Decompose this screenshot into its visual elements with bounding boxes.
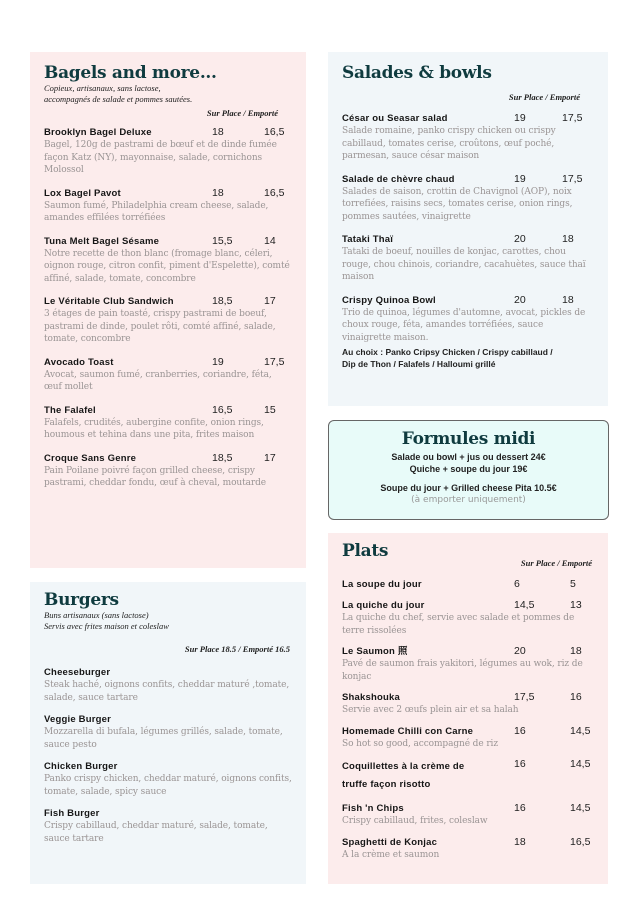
price-emporte: 17,5 — [264, 355, 285, 368]
item-name: César ou Seasar salad — [342, 113, 448, 124]
price-sur-place: 15,5 — [212, 234, 233, 247]
item-name: Veggie Burger — [44, 714, 112, 725]
price-sur-place: 19 — [212, 355, 224, 368]
item-description: La quiche du chef, servie avec salade et pommes de terre rissolées — [342, 613, 575, 636]
price-sur-place: 16,5 — [212, 403, 233, 416]
menu-item — [44, 713, 292, 751]
menu-item — [342, 233, 594, 284]
menu-item — [342, 645, 594, 683]
item-description: Salade romaine, panko crispy chicken ou crispy cabillaud, tomates cerise, croûtons, œuf poché, parmesan, sauce césar maison — [342, 126, 556, 161]
price-emporte: 16,5 — [264, 126, 285, 138]
price-sur-place: 18,5 — [212, 451, 233, 464]
item-name: Lox Bagel Pavot — [44, 187, 121, 199]
item-name: Le Véritable Club Sandwich — [44, 296, 174, 307]
item-description: Crispy cabillaud, frites, coleslaw — [342, 816, 488, 826]
price-emporte: 5 — [570, 578, 576, 590]
burgers-section — [30, 582, 306, 884]
menu-item — [342, 758, 594, 794]
item-description: Steak haché, oignons confits, cheddar maturé ,tomate, salade, sauce tartare — [44, 680, 290, 703]
price-sur-place: 18 — [212, 126, 224, 138]
price-emporte: 18 — [562, 233, 574, 245]
price-emporte: 14,5 — [570, 758, 591, 770]
formule-note: (à emporter uniquement) — [411, 494, 526, 505]
price-sur-place: 20 — [514, 293, 526, 306]
menu-item — [44, 807, 292, 845]
menu-item — [342, 599, 594, 637]
section-title: Bagels and more... — [44, 63, 217, 83]
item-name: The Falafel — [44, 404, 96, 416]
item-description: Panko crispy chicken, cheddar maturé, oignons confits, tomate, salade, spicy sauce — [44, 774, 292, 797]
price-emporte: 14,5 — [570, 802, 591, 814]
price-sur-place: 17,5 — [514, 691, 535, 703]
price-column-header: Sur Place / Emporté — [206, 108, 278, 118]
section-title: Formules midi — [401, 429, 536, 449]
section-subtitle: Buns artisanaux (sans lactose) — [44, 610, 149, 620]
item-name: Spaghetti de Konjac — [342, 836, 438, 848]
item-description: Bagel, 120g de pastrami de bœuf et de dinde fumée façon Katz (NY), mayonnaise, salade, cornichons Molossol — [44, 140, 277, 175]
menu-item — [342, 112, 594, 163]
menu-item — [44, 404, 292, 442]
section-subtitle: accompagnés de salade et pommes sautées. — [44, 93, 193, 104]
price-emporte: 16,5 — [570, 835, 591, 848]
price-sur-place: 18 — [514, 835, 526, 848]
item-name: Avocado Toast — [44, 356, 114, 368]
item-name: Shakshouka — [342, 692, 400, 703]
item-description: Pavé de saumon frais yakitori, légumes au wok, riz de konjac — [342, 659, 583, 682]
salades-section — [328, 52, 608, 406]
item-description: Pain Poilane poivré façon grilled cheese, crispy pastrami, cheddar fondu, œuf à cheval, moutarde — [44, 465, 266, 488]
price-emporte: 17,5 — [562, 172, 583, 185]
item-description: Saumon fumé, Philadelphia cream cheese, salade, amandes effilées torréfiées — [44, 200, 269, 223]
price-emporte: 16,5 — [264, 186, 285, 199]
section-subtitle: Servis avec frites maison et coleslaw — [44, 620, 169, 631]
item-name: Fish Burger — [44, 808, 100, 819]
item-name: Croque Sans Genre — [44, 452, 137, 464]
price-emporte: 18 — [570, 645, 582, 657]
menu-item — [44, 452, 292, 490]
item-name: La quiche du jour — [342, 600, 425, 611]
menu-item — [44, 187, 292, 225]
price-emporte: 17 — [264, 295, 276, 307]
price-column-header: Sur Place 18.5 / Emporté 16.5 — [184, 644, 290, 654]
item-name: Tataki Thaï — [342, 234, 394, 245]
choice-note: Dip de Thon / Falafels / Halloumi grillé — [342, 359, 496, 369]
item-description: Avocat, saumon fumé, cranberries, coriandre, féta, œuf mollet — [44, 369, 272, 392]
item-name: Crispy Quinoa Bowl — [342, 294, 436, 306]
menu-item — [342, 836, 594, 862]
menu-item — [44, 666, 292, 704]
price-emporte: 18 — [562, 293, 574, 306]
item-description: A la crème et saumon — [342, 849, 440, 860]
menu-item — [44, 126, 292, 177]
menu-item — [44, 295, 292, 346]
menu-item — [342, 691, 594, 717]
menu-item — [342, 294, 594, 345]
price-emporte: 13 — [570, 599, 582, 611]
item-name: Fish 'n Chips — [342, 803, 404, 814]
item-description: 3 étages de pain toasté, crispy pastrami de boeuf, pastrami de dinde, poulet rôti, comté affiné, salade, tomate, concombre — [44, 309, 276, 344]
item-name: Cheeseburger — [44, 667, 111, 678]
item-name: Tuna Melt Bagel Sésame — [44, 235, 160, 247]
price-sur-place: 16 — [514, 802, 526, 814]
item-description: So hot so good, accompagné de riz — [342, 738, 498, 749]
item-description: Trio de quinoa, légumes d'automne, avocat, pickles de choux rouge, féta, amandes torréfiées, sauce vinaigrette maison. — [342, 307, 586, 343]
price-sur-place: 18,5 — [212, 295, 233, 307]
price-emporte: 16 — [570, 691, 582, 703]
menu-item — [44, 356, 292, 394]
section-title: Burgers — [44, 590, 119, 610]
price-emporte: 15 — [264, 403, 276, 416]
section-title: Plats — [342, 541, 389, 561]
price-sur-place: 19 — [514, 172, 526, 185]
item-name: Salade de chèvre chaud — [342, 173, 455, 185]
price-sur-place: 19 — [514, 112, 526, 124]
price-sur-place: 20 — [514, 233, 526, 245]
item-description: Notre recette de thon blanc (fromage blanc, céleri, oignon rouge, citron confit, piment d'Espelette), comté affiné, salade, tomate, concombre — [44, 248, 290, 284]
price-sur-place: 18 — [212, 186, 224, 199]
item-description: Falafels, crudités, aubergine confite, onion rings, houmous et tehina dans une pita, frites maison — [44, 417, 264, 440]
price-emporte: 14 — [264, 234, 276, 247]
menu-item — [342, 578, 594, 591]
item-name: Homemade Chilli con Carne — [342, 725, 474, 737]
formule-line: Salade ou bowl + jus ou dessert 24€ — [391, 452, 546, 462]
plats-section — [328, 533, 608, 884]
item-name: La soupe du jour — [342, 579, 422, 590]
item-description: Servie avec 2 œufs plein air et sa halah — [342, 705, 519, 715]
item-name: Coquillettes à la crème de truffe façon risotto — [342, 761, 465, 790]
price-sur-place: 6 — [514, 578, 520, 590]
bagels-section — [30, 52, 306, 568]
price-sur-place: 16 — [514, 758, 526, 770]
item-name: Chicken Burger — [44, 761, 118, 772]
section-title: Salades & bowls — [342, 63, 492, 83]
price-emporte: 14,5 — [570, 724, 591, 737]
item-description: Tataki de boeuf, nouilles de konjac, carottes, chou rouge, chou chinois, coriandre, cacahuètes, sauce thaï maison — [342, 247, 586, 282]
formule-line: Soupe du jour + Grilled cheese Pita 10.5€ — [380, 483, 557, 493]
menu-item — [342, 173, 594, 224]
item-name: Brooklyn Bagel Deluxe — [44, 127, 152, 138]
price-emporte: 17 — [264, 451, 276, 464]
item-description: Crispy cabillaud, cheddar maturé, salade, tomate, sauce tartare — [44, 821, 268, 844]
menu-item — [342, 725, 594, 751]
choice-note: Au choix : Panko Cripsy Chicken / Crispy cabillaud / — [342, 347, 553, 357]
price-column-header: Sur Place / Emporté — [520, 558, 592, 568]
formule-line: Quiche + soupe du jour 19€ — [409, 463, 528, 474]
item-description: Mozzarella di bufala, légumes grillés, salade, tomate, sauce pesto — [44, 727, 283, 750]
price-sur-place: 14,5 — [514, 599, 535, 611]
price-sur-place: 16 — [514, 724, 526, 737]
item-description: Salades de saison, crottin de Chavignol (AOP), noix torrefiées, raisins secs, tomates cerise, onion rings, pommes sautées, vinaigrette — [342, 186, 573, 222]
price-emporte: 17,5 — [562, 112, 583, 124]
section-subtitle: Copieux, artisanaux, sans lactose, — [44, 83, 161, 93]
item-name: Le Saumon 照 — [342, 646, 408, 657]
menu-item — [44, 235, 292, 286]
menu-item — [44, 760, 292, 798]
price-sur-place: 20 — [514, 645, 526, 657]
menu-item — [342, 802, 594, 828]
price-column-header: Sur Place / Emporté — [508, 92, 580, 102]
formules-midi-box — [328, 420, 609, 520]
